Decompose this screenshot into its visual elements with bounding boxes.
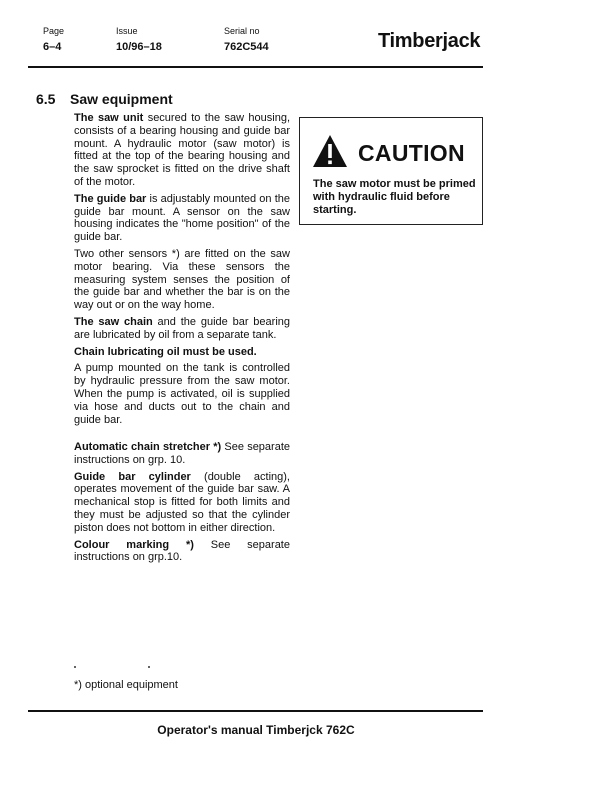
paragraph-guide-bar xyxy=(74,193,290,244)
paragraph-pump: A pump mounted on the tank is controlled by hydraulic pressure from the saw motor. When the pump is activated, oil is supplied via hose and ducts out to the chain and guide bar. xyxy=(74,362,290,426)
warning-triangle-icon xyxy=(312,134,348,168)
footer-rule xyxy=(28,710,483,712)
scan-speck xyxy=(74,666,76,668)
page-label: Page xyxy=(43,26,65,36)
saw-unit-term: The saw unit xyxy=(74,112,144,124)
brand-logo: Timberjack xyxy=(378,30,481,52)
body-column-upper xyxy=(74,112,290,430)
colour-marking-text: See separate instructions on grp.10. xyxy=(74,538,290,564)
guide-bar-cylinder-text: (double acting), operates movement of the guide bar saw. A mechanical stop is fitted for both limits and they must be adjusted so that the cylinder piston does not bottom in either direction. xyxy=(74,470,290,534)
paragraph-guide-bar-cylinder xyxy=(74,471,290,535)
footer-title: Operator's manual Timberjck 762C xyxy=(157,723,355,737)
paragraph-saw-unit xyxy=(74,112,290,189)
caution-header xyxy=(312,132,482,172)
paragraph-lubricating-oil: Chain lubricating oil must be used. xyxy=(74,345,257,358)
page-number: 6–4 xyxy=(43,41,62,53)
chain-stretcher-text: See separate instructions on grp. 10. xyxy=(74,441,290,466)
chain-stretcher-term: Automatic chain stretcher *) xyxy=(74,441,222,453)
guide-bar-cylinder-term: Guide bar cylinder xyxy=(74,470,191,483)
colour-marking-term: Colour marking *) xyxy=(74,538,194,551)
serial-value: 762C544 xyxy=(224,41,269,53)
section-title: Saw equipment xyxy=(70,91,173,107)
footnote: *) optional equipment xyxy=(74,679,178,691)
guide-bar-term: The guide bar xyxy=(74,192,147,205)
serial-label: Serial no xyxy=(224,26,260,36)
paragraph-sensors: Two other sensors *) are fitted on the saw motor bearing. Via these sensors the measuring system senses the position of the guide bar and whether the bar is on the way out or on the way home. xyxy=(74,247,290,312)
section-number: 6.5 xyxy=(36,91,56,107)
issue-label: Issue xyxy=(116,26,138,36)
caution-box xyxy=(299,117,483,225)
guide-bar-text: is adjustably mounted on the guide bar mount. A sensor on the saw housing indicates the "home position" of the guide bar. xyxy=(74,192,290,244)
paragraph-chain-stretcher xyxy=(74,441,290,467)
caution-message: The saw motor must be primed with hydraulic fluid before starting. xyxy=(313,178,476,216)
paragraph-saw-chain xyxy=(74,316,290,342)
scan-speck xyxy=(148,666,150,668)
saw-chain-text: and the guide bar bearing are lubricated by oil from a separate tank. xyxy=(74,315,290,341)
header-rule xyxy=(28,66,483,68)
issue-value: 10/96–18 xyxy=(116,41,162,53)
saw-chain-term: The saw chain xyxy=(74,315,153,328)
caution-heading: CAUTION xyxy=(358,140,465,166)
paragraph-colour-marking xyxy=(74,539,290,565)
body-column-lower xyxy=(74,441,290,568)
saw-unit-text: secured to the saw housing, consists of a bearing housing and guide bar mount. A hydraulic motor (saw motor) is fitted at the top of the bearing housing and the saw sprocket is fitted on the drive shaft of the motor. xyxy=(74,112,291,188)
